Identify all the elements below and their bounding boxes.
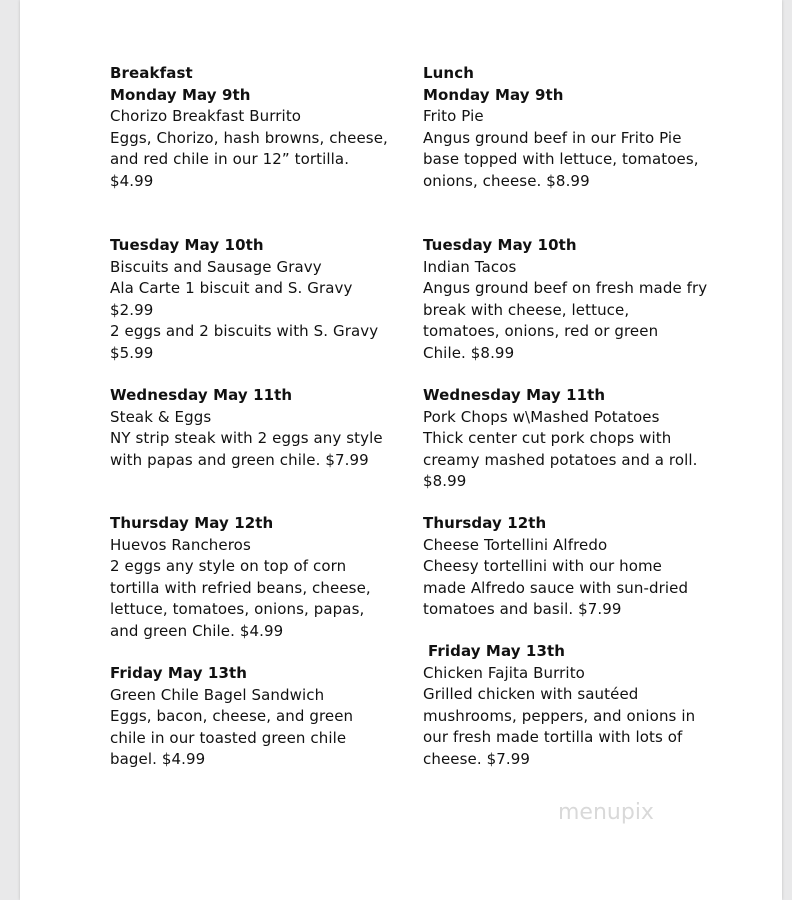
item-description: with papas and green chile. $7.99 xyxy=(110,450,369,469)
lunch-tuesday xyxy=(423,235,723,364)
day-heading: Wednesday May 11th xyxy=(110,386,293,404)
item-name: Green Chile Bagel Sandwich xyxy=(110,685,325,704)
item-name: Steak & Eggs xyxy=(110,407,212,426)
item-description: Angus ground beef in our Frito Pie xyxy=(423,128,682,147)
item-description: our fresh made tortilla with lots of xyxy=(423,728,683,746)
item-description: mushrooms, peppers, and onions in xyxy=(423,706,696,725)
item-description: base topped with lettuce, tomatoes, xyxy=(423,150,699,168)
item-description: tomatoes and basil. $7.99 xyxy=(423,600,622,618)
item-name: Cheese Tortellini Alfredo xyxy=(423,535,608,554)
item-description: Thick center cut pork chops with xyxy=(423,429,672,447)
day-heading: Friday May 13th xyxy=(428,642,566,660)
lunch-thursday xyxy=(423,513,723,621)
item-description: and red chile in our 12” tortilla. xyxy=(110,150,350,168)
item-name: Pork Chops w\Mashed Potatoes xyxy=(423,407,660,426)
item-description: Eggs, Chorizo, hash browns, cheese, xyxy=(110,128,388,147)
item-description: Cheesy tortellini with our home xyxy=(423,557,663,575)
day-heading: Thursday May 12th xyxy=(110,514,274,532)
item-price: $2.99 xyxy=(110,300,154,319)
item-description: tortilla with refried beans, cheese, xyxy=(110,578,371,597)
breakfast-thursday xyxy=(110,513,410,642)
item-description: creamy mashed potatoes and a roll. xyxy=(423,450,698,469)
item-name: Frito Pie xyxy=(423,107,484,125)
item-description: cheese. $7.99 xyxy=(423,749,531,768)
day-heading: Thursday 12th xyxy=(423,514,547,532)
item-description: Eggs, bacon, cheese, and green xyxy=(110,707,354,725)
watermark-logo: menupix xyxy=(558,800,654,825)
item-price: $4.99 xyxy=(110,171,154,190)
item-description: Ala Carte 1 biscuit and S. Gravy xyxy=(110,279,353,297)
day-heading: Tuesday May 10th xyxy=(423,236,577,254)
item-description: Grilled chicken with sautéed xyxy=(423,685,639,703)
day-heading: Friday May 13th xyxy=(110,664,248,682)
item-description: break with cheese, lettuce, xyxy=(423,300,630,319)
item-description: and green Chile. $4.99 xyxy=(110,621,284,640)
day-heading: Wednesday May 11th xyxy=(423,386,606,404)
lunch-wednesday xyxy=(423,385,723,493)
item-name: Chicken Fajita Burrito xyxy=(423,663,585,682)
lunch-heading: Lunch xyxy=(423,64,474,82)
item-description: 2 eggs and 2 biscuits with S. Gravy xyxy=(110,322,379,340)
item-price: $8.99 xyxy=(423,472,467,490)
item-name: Huevos Rancheros xyxy=(110,535,251,554)
item-description: Chile. $8.99 xyxy=(423,343,515,362)
item-description: chile in our toasted green chile xyxy=(110,728,347,747)
breakfast-friday xyxy=(110,663,410,771)
day-heading: Monday May 9th xyxy=(110,85,251,104)
menu-page xyxy=(20,0,782,900)
item-description: 2 eggs any style on top of corn xyxy=(110,557,347,575)
item-name: Biscuits and Sausage Gravy xyxy=(110,257,322,276)
breakfast-tuesday xyxy=(110,235,410,364)
item-description: bagel. $4.99 xyxy=(110,750,206,768)
day-heading: Tuesday May 10th xyxy=(110,236,264,254)
item-description: tomatoes, onions, red or green xyxy=(423,322,659,340)
item-description: onions, cheese. $8.99 xyxy=(423,171,590,190)
breakfast-wednesday xyxy=(110,385,410,471)
item-price: $5.99 xyxy=(110,343,154,362)
breakfast-heading: Breakfast xyxy=(110,64,193,82)
item-name: Indian Tacos xyxy=(423,257,517,276)
item-description: Angus ground beef on fresh made fry xyxy=(423,279,708,297)
lunch-monday xyxy=(423,63,723,192)
item-description: made Alfredo sauce with sun-dried xyxy=(423,578,689,597)
day-heading: Monday May 9th xyxy=(423,85,564,104)
item-name: Chorizo Breakfast Burrito xyxy=(110,107,302,125)
item-description: lettuce, tomatoes, onions, papas, xyxy=(110,600,365,618)
lunch-friday xyxy=(423,641,723,770)
breakfast-monday xyxy=(110,63,410,192)
item-description: NY strip steak with 2 eggs any style xyxy=(110,429,383,447)
